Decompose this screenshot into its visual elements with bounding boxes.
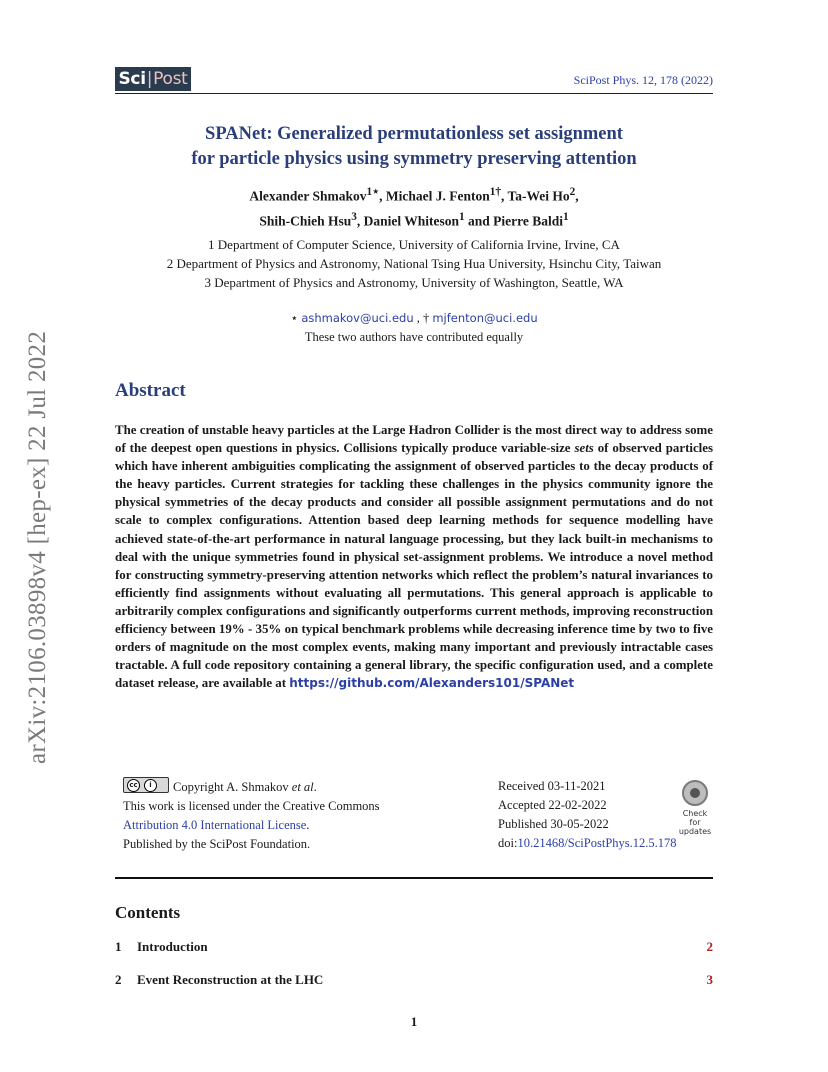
section-divider [115,877,713,879]
toc-page-link[interactable]: 3 [706,972,713,987]
arxiv-stamp: arXiv:2106.03898v4 [hep-ex] 22 Jul 2022 [24,330,51,764]
published-date: Published 30-05-2022 [498,817,609,831]
publisher-line: Published by the SciPost Foundation. [123,837,311,851]
crossmark-icon [682,780,708,806]
email-separator: , † [413,311,433,325]
journal-reference-link[interactable]: SciPost Phys. 12, 178 (2022) [573,73,713,87]
contact-info [115,309,713,347]
scipost-logo: Sci | Post [115,67,191,91]
authors-line-2: Shih-Chieh Hsu$^3$, Daniel Whiteson$^1$ and Pierre Baldi$^1$ [259,210,569,228]
affiliation-2: 2 Department of Physics and Astronomy, National Tsing Hua University, Hsinchu City, Taiwan [166,256,662,271]
author-list [115,182,713,231]
logo-sci: Sci [118,69,146,89]
contents-heading: Contents [115,903,181,922]
license-line-3: Attribution 4.0 International License. [123,818,310,832]
repository-link[interactable]: https://github.com/Alexanders101/SPANet [289,676,575,691]
email-line [115,309,713,328]
abstract-emphasis: sets [574,441,594,456]
received-date: Received 03-11-2021 [498,779,606,793]
title-line-1: SPANet: Generalized permutationless set assignment [205,124,623,144]
cc-by-icon[interactable]: cc i [123,777,169,793]
email-link-2[interactable]: mjfenton@uci.edu [432,311,538,325]
page-number: 1 [410,1014,418,1029]
copyright-line: cc i Copyright A. Shmakov et al. [123,777,463,797]
toc-entry-introduction[interactable]: 1 Introduction 2 [115,939,713,954]
authors-line-1: Alexander Shmakov$^{1⋆}$, Michael J. Fenton$^{1\dagger}$, Ta-Wei Ho$^2$, [249,186,579,204]
paper-title [115,122,713,172]
affiliation-3: 3 Department of Physics and Astronomy, University of Washington, Seattle, WA [204,275,624,290]
equal-contribution-note: These two authors have contributed equally [304,330,524,344]
check-for-updates-button[interactable]: Check for updates [676,780,714,836]
abstract-text-b: of observed particles which have inherent ambiguities complicating the assignment of observed particles to the decay products of the heavy particles. Current strategies for tackling these challenges in the physics community ignore the physical symmetries of the decay products and consider all possible assignment permutations and do not scale to complex configurations. Attention based deep learning methods for sequence modelling have achieved state-of-the-art performance in natural language processing, but they lack built-in mechanisms to deal with the unique symmetries found in physical set-assignment problems. We introduce a novel method for constructing symmetry-preserving attention networks which reflect the problem’s natural invariances to efficiently find assignments without evaluating all permutations. This general approach is applicable to arbitrarily complex configurations and significantly outperforms current methods, improving reconstruction efficiency between 19% - 35% on typical benchmark problems while decreasing inference time by two to five orders of magnitude on the most complex events, making many important and previously intractable cases tractable. A full code repository containing a general library, the specific configuration used, and a complete dataset release, are available at [115,441,713,691]
logo-post: Post [153,69,188,89]
abstract-heading: Abstract [115,380,186,401]
toc-page-link[interactable]: 2 [706,939,713,954]
doi-link[interactable]: 10.21468/SciPostPhys.12.5.178 [517,836,677,850]
toc-entry-event-reconstruction[interactable]: 2 Event Reconstruction at the LHC 3 [115,972,713,987]
email-link-1[interactable]: ashmakov@uci.edu [301,311,414,325]
affiliation-1: 1 Department of Computer Science, University of California Irvine, Irvine, CA [208,237,620,252]
license-link[interactable]: Attribution 4.0 International License [123,818,307,832]
star-marker: ⋆ [290,311,299,325]
affiliations [115,235,713,292]
accepted-date: Accepted 22-02-2022 [498,798,607,812]
doi-line: doi:10.21468/SciPostPhys.12.5.178 [498,836,677,850]
license-line-2: This work is licensed under the Creative Commons [123,799,380,813]
abstract-body [115,421,713,692]
header-divider [115,93,713,94]
abstract-text-a: The creation of unstable heavy particles at the Large Hadron Collider is the most direct way to address some of the deepest open questions in physics. Collisions typically produce variable-size [115,423,713,456]
license-block [123,777,463,854]
title-line-2: for particle physics using symmetry preserving attention [191,149,637,169]
